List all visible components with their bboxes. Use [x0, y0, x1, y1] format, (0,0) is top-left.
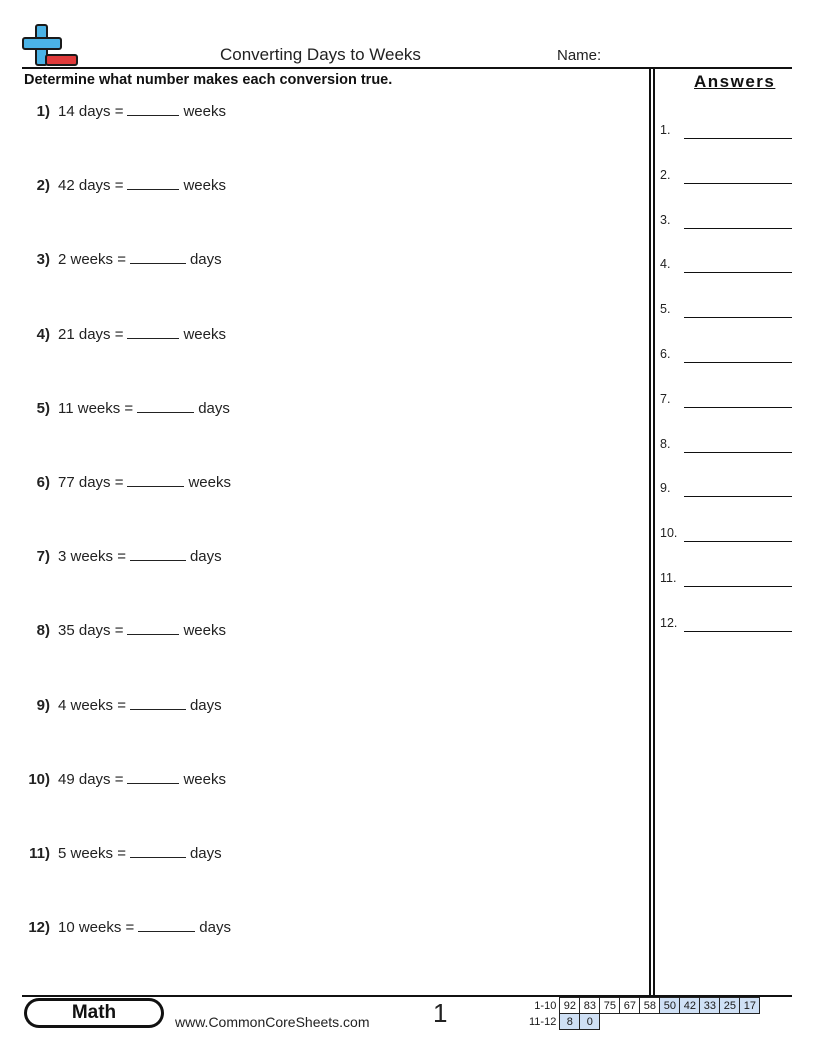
problem-unit: days [199, 919, 231, 937]
problem-unit: days [189, 548, 222, 566]
answer-row [660, 257, 792, 273]
answer-row [660, 123, 792, 139]
answer-line[interactable] [684, 272, 792, 273]
answer-row [660, 302, 792, 318]
problem-number: 6) [36, 474, 50, 491]
problem-unit: days [189, 845, 222, 862]
problem-prompt: 42 days = [58, 177, 124, 195]
problem-item [24, 398, 230, 417]
answer-number: 10. [660, 526, 678, 541]
page-number: 1 [433, 998, 448, 1028]
problem-number: 2) [36, 177, 50, 195]
answer-blank[interactable] [127, 101, 179, 116]
answer-number: 4. [660, 257, 671, 272]
problem-number: 3) [36, 251, 50, 269]
worksheet-title: Converting Days to Weeks [220, 45, 421, 64]
score-range-label: 1-10 [534, 999, 557, 1012]
answer-row [660, 571, 792, 587]
answer-line[interactable] [684, 631, 792, 632]
problem-number: 9) [36, 696, 50, 714]
answer-line[interactable] [684, 138, 792, 139]
answer-number: 12. [660, 615, 678, 630]
problem-item [24, 917, 231, 936]
answer-row [660, 526, 792, 542]
answer-blank[interactable] [130, 546, 186, 561]
answer-row [660, 481, 792, 497]
answer-line[interactable] [684, 228, 792, 229]
answer-line[interactable] [684, 362, 792, 363]
problem-item [24, 620, 226, 639]
problem-item [24, 546, 222, 565]
problem-unit: days [189, 696, 222, 714]
answer-row [660, 392, 792, 408]
problem-prompt: 10 weeks = [58, 919, 135, 937]
score-cell: 83 [580, 998, 600, 1014]
answer-blank[interactable] [130, 249, 186, 264]
plus-minus-logo-icon [22, 24, 80, 68]
instructions: Determine what number makes each conversion true. [24, 72, 393, 88]
problem-number: 12) [28, 919, 50, 937]
problem-item [24, 249, 222, 268]
math-badge-label: Math [27, 1001, 161, 1025]
problem-prompt: 49 days = [58, 770, 124, 788]
score-cell: 50 [660, 998, 680, 1014]
answer-line[interactable] [684, 496, 792, 497]
problem-item [24, 769, 226, 788]
answer-blank[interactable] [127, 472, 184, 487]
problem-item [24, 472, 231, 491]
answer-number: 11. [660, 571, 677, 585]
answer-blank[interactable] [127, 620, 179, 635]
problem-unit: weeks [188, 474, 231, 491]
score-cell: 0 [580, 1014, 600, 1030]
problem-item [24, 843, 222, 862]
answer-blank[interactable] [130, 695, 186, 710]
problem-prompt: 21 days = [58, 325, 124, 343]
problem-number: 5) [36, 399, 50, 417]
problem-number: 11) [29, 845, 50, 862]
problem-prompt: 5 weeks = [58, 845, 126, 862]
score-cell: 33 [700, 998, 720, 1014]
answer-column-divider [653, 67, 655, 996]
website-url: www.CommonCoreSheets.com [175, 1014, 370, 1030]
answer-row [660, 437, 792, 453]
problem-number: 4) [36, 325, 50, 343]
problem-unit: days [198, 399, 230, 417]
answer-blank[interactable] [127, 769, 179, 784]
answer-line[interactable] [684, 541, 792, 542]
answer-number: 1. [660, 123, 671, 137]
problem-unit: weeks [183, 622, 226, 640]
problem-prompt: 35 days = [58, 622, 124, 640]
problem-number: 1) [36, 103, 50, 120]
answer-column-divider [649, 67, 651, 996]
problem-number: 10) [28, 770, 50, 788]
score-cell: 67 [620, 998, 640, 1014]
answer-blank[interactable] [127, 324, 179, 339]
answer-line[interactable] [684, 452, 792, 453]
problem-prompt: 4 weeks = [58, 696, 126, 714]
score-row [526, 998, 760, 1014]
problem-prompt: 2 weeks = [58, 251, 126, 269]
score-row [526, 1014, 760, 1030]
problem-prompt: 11 weeks = [58, 399, 134, 417]
answer-line[interactable] [684, 317, 792, 318]
answer-blank[interactable] [138, 917, 195, 932]
problem-item [24, 695, 222, 714]
answer-blank[interactable] [137, 398, 194, 413]
answer-line[interactable] [684, 183, 792, 184]
answer-blank[interactable] [127, 175, 179, 190]
answer-number: 9. [660, 481, 671, 496]
answer-number: 3. [660, 212, 671, 227]
answer-row [660, 347, 792, 363]
problem-item [24, 324, 226, 343]
score-cell: 8 [560, 1014, 580, 1030]
problem-number: 8) [36, 622, 50, 640]
problem-prompt: 3 weeks = [58, 548, 126, 566]
score-cell: 25 [720, 998, 740, 1014]
score-cell: 92 [560, 998, 580, 1014]
problem-unit: weeks [183, 103, 226, 120]
answer-number: 8. [660, 436, 671, 451]
answers-heading: Answers [694, 72, 776, 91]
problem-prompt: 77 days = [58, 474, 124, 491]
score-cell: 17 [740, 998, 760, 1014]
problem-unit: weeks [183, 325, 226, 343]
problem-unit: weeks [183, 177, 226, 195]
score-table [526, 997, 760, 1030]
name-label: Name: [557, 47, 602, 64]
answer-number: 6. [660, 347, 671, 361]
problem-number: 7) [36, 548, 50, 566]
score-cell: 58 [640, 998, 660, 1014]
score-range-label: 11-12 [529, 1015, 557, 1028]
problem-item [24, 101, 226, 120]
problem-unit: days [189, 251, 222, 269]
answer-row [660, 168, 792, 184]
score-cell: 75 [600, 998, 620, 1014]
score-cell: 42 [680, 998, 700, 1014]
answer-number: 2. [660, 167, 671, 182]
answer-number: 7. [660, 391, 671, 406]
math-badge [24, 998, 164, 1028]
answer-row [660, 616, 792, 632]
answer-blank[interactable] [130, 843, 186, 858]
answer-line[interactable] [684, 407, 792, 408]
answer-row [660, 213, 792, 229]
answer-number: 5. [660, 302, 671, 317]
problem-unit: weeks [183, 770, 226, 788]
problem-item [24, 175, 226, 194]
header-divider [22, 67, 792, 69]
problem-prompt: 14 days = [58, 103, 124, 120]
answer-line[interactable] [684, 586, 792, 587]
